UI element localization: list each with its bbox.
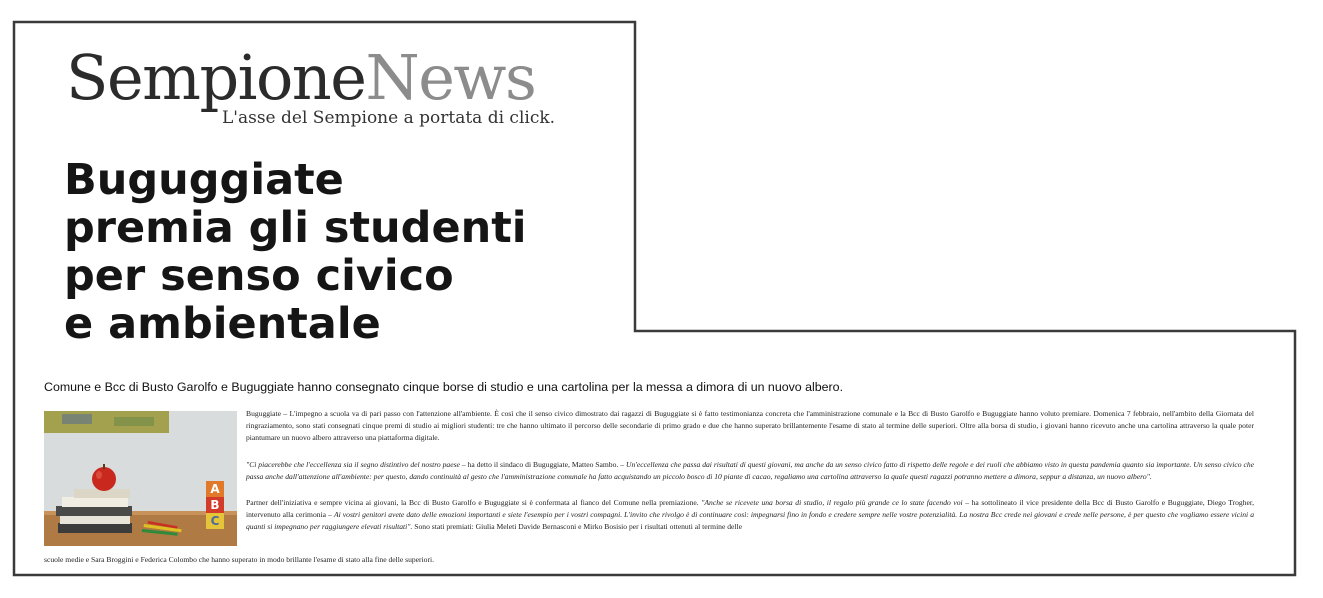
quote-attribution: – ha detto il sindaco di Buguggiate, Matteo Sambo. –: [459, 459, 626, 469]
block-letter: C: [210, 514, 220, 528]
vicepresident-quote-end: Ai vostri genitori avete dato delle emozioni importanti e siete l'esempio per i vostri compagni. L'invito che rivolgo è di continuare così: impegnarsi fino in fondo e credere sempre nelle vostre potenzialità. La nostra Bcc crede nei giovani e crede nelle persone, è per questo che vogliamo essere vicini a quanti si impegnano per raggiungere elevati risultati".: [246, 510, 1254, 532]
article-photo: [44, 411, 237, 546]
article-subtitle: Comune e Bcc di Busto Garolfo e Buguggiate hanno consegnato cinque borse di studio e una cartolina per la messa a dimora di un nuovo albero.: [44, 380, 844, 394]
logo-text-light: News: [365, 41, 536, 114]
article-body: [246, 408, 1254, 548]
block-letter: A: [210, 482, 220, 496]
headline-line: per senso civico: [64, 251, 454, 301]
body-paragraph: Buguggiate – L'impegno a scuola va di pari passo con l'attenzione all'ambiente. È così che il senso civico dimostrato dai ragazzi di Buguggiate si è fatto testimonianza concreta che l'amministrazione comunale e la Bcc di Busto Garolfo e Buguggiate hanno voluto premiare. Domenica 7 febbraio, nell'ambito della Giornata del ringraziamento, sono stati consegnati cinque premi di studio ai migliori studenti: tre che hanno ultimato il percorso delle secondarie di primo grado e due che hanno superato brillantemente l'esame di stato al termine delle superiori. Oltre alla borsa di studio, i giovani hanno ricevuto anche una cartolina attraverso la quale poter piantumare un nuovo albero attraverso una piattaforma digitale.: [246, 409, 1254, 443]
mayor-quote-start: "Ci piacerebbe che l'eccellenza sia il segno distintivo del nostro paese: [246, 459, 460, 469]
headline-line: e ambientale: [64, 299, 381, 349]
article-body-tail: scuole medie e Sara Broggini e Federica Colombo che hanno superato in modo brillante l'esame di stato alla fine delle superiori.: [44, 555, 435, 564]
logo-text-dark: Sempione: [66, 41, 366, 114]
headline-line: premia gli studenti: [64, 203, 527, 253]
site-logo: [66, 40, 535, 116]
site-tagline: L'asse del Sempione a portata di click.: [222, 108, 556, 128]
paragraph-text: Sono stati premiati: Giulia Meleti Davide Bernasconi e Mirko Bosisio per i risultati ottenuti al termine delle: [412, 522, 743, 532]
body-paragraph: [246, 497, 1254, 534]
vicepresident-quote-start: "Anche se ricevete una borsa di studio, il regalo più grande ce lo state facendo voi: [701, 498, 963, 508]
block-letter: B: [210, 498, 220, 512]
paragraph-text: Partner dell'iniziativa e sempre vicina ai giovani, la Bcc di Busto Garolfo e Buguggiate si è confermata al fianco del Comune nella premiazione.: [246, 498, 702, 508]
mayor-quote-end: Un'eccellenza che passa dai risultati di questi giovani, ma anche da un senso civico fatto di rispetto delle regole e dei ruoli che abbiamo visto in questa pandemia quanto sia importante. Un senso civico che passa anche dall'attenzione all'ambiente: per questo, dando continuità al gesto che l'amministrazione comunale ha fatto acquistando un piccolo bosco di 10 piante di cacao, regaliamo una cartolina attraverso la quale questi ragazzi potranno mettere a dimora, seppur a distanza, un nuovo albero".: [246, 459, 1255, 481]
article-headline: [64, 156, 624, 348]
headline-line: Buguggiate: [64, 155, 344, 205]
body-paragraph: [246, 459, 1254, 483]
quote-attribution: – ha sottolineato il vice presidente della Bcc di Busto Garolfo e Buguggiate, Diego Trogher, intervenuto alla cerimonia –: [246, 498, 1254, 520]
